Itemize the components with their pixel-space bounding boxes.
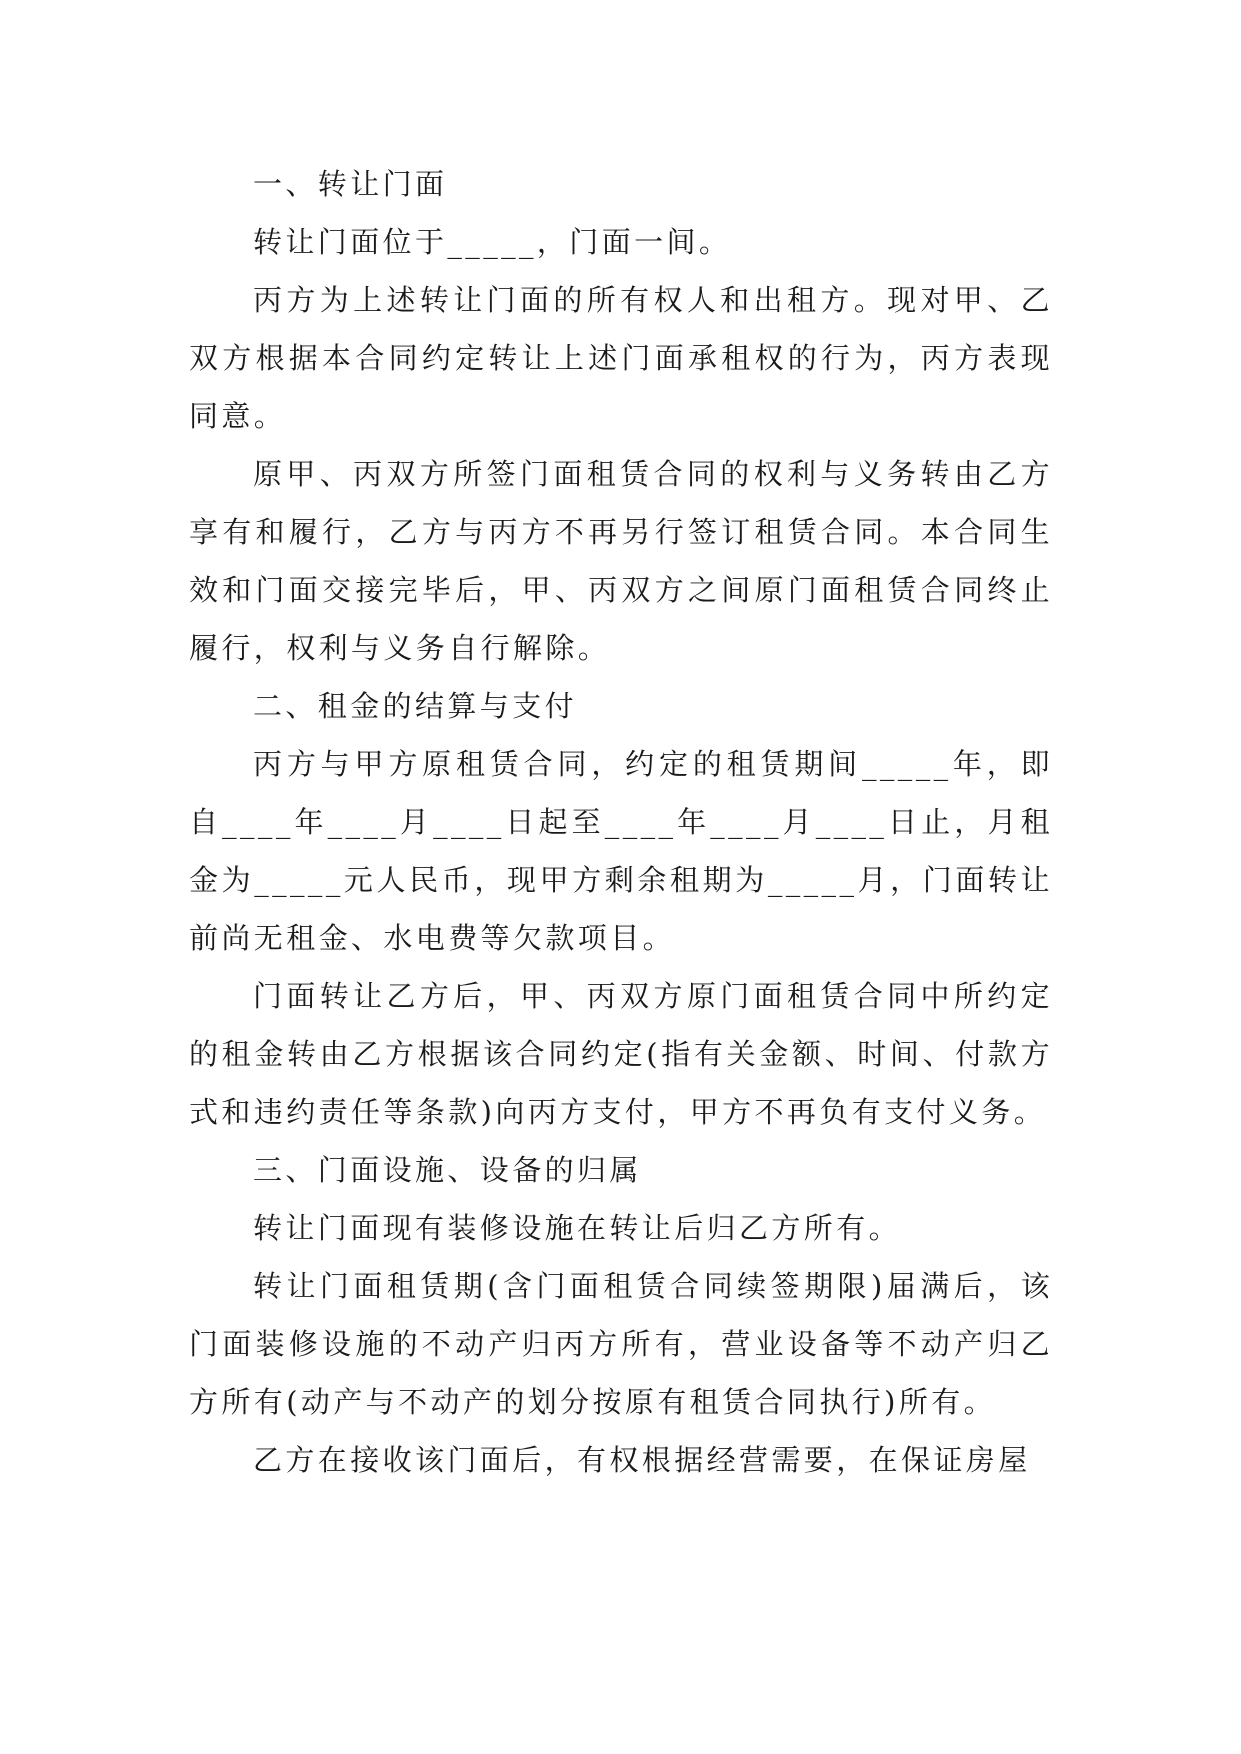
paragraph-lease-expiry: 转让门面租赁期(含门面租赁合同续签期限)届满后，该门面装修设施的不动产归丙方所有，营业设备等不动产归乙方所有(动产与不动产的划分按原有租赁合同执行)所有。 xyxy=(189,1269,1053,1419)
paragraph-landlord-consent: 丙方为上述转让门面的所有权人和出租方。现对甲、乙双方根据本合同约定转让上述门面承租权的行为，丙方表现同意。 xyxy=(189,283,1053,433)
paragraph-storefront-location: 转让门面位于_____，门面一间。 xyxy=(253,225,732,259)
paragraph-rights-obligations: 原甲、丙双方所签门面租赁合同的权利与义务转由乙方享有和履行，乙方与丙方不再另行签订租赁合同。本合同生效和门面交接完毕后，甲、丙双方之间原门面租赁合同终止履行，权利与义务自行解除。 xyxy=(189,457,1053,665)
paragraph-operation-rights: 乙方在接收该门面后，有权根据经营需要，在保证房屋 xyxy=(253,1443,1031,1477)
section-heading-rent-settlement: 二、租金的结算与支付 xyxy=(253,689,578,723)
section-heading-facilities-ownership: 三、门面设施、设备的归属 xyxy=(253,1153,642,1187)
paragraph-rent-payment: 门面转让乙方后，甲、丙双方原门面租赁合同中所约定的租金转由乙方根据该合同约定(指有关金额、时间、付款方式和违约责任等条款)向丙方支付，甲方不再负有支付义务。 xyxy=(189,979,1053,1129)
paragraph-decoration-ownership: 转让门面现有装修设施在转让后归乙方所有。 xyxy=(253,1211,902,1245)
paragraph-lease-term: 丙方与甲方原租赁合同，约定的租赁期间_____年，即自____年____月____日起至____年____月____日止，月租金为_____元人民币，现甲方剩余租期为_____月，门面转让前尚无租金、水电费等欠款项目。 xyxy=(189,747,1053,955)
document-body xyxy=(189,155,1053,1489)
section-heading-transfer-storefront: 一、转让门面 xyxy=(253,167,448,201)
